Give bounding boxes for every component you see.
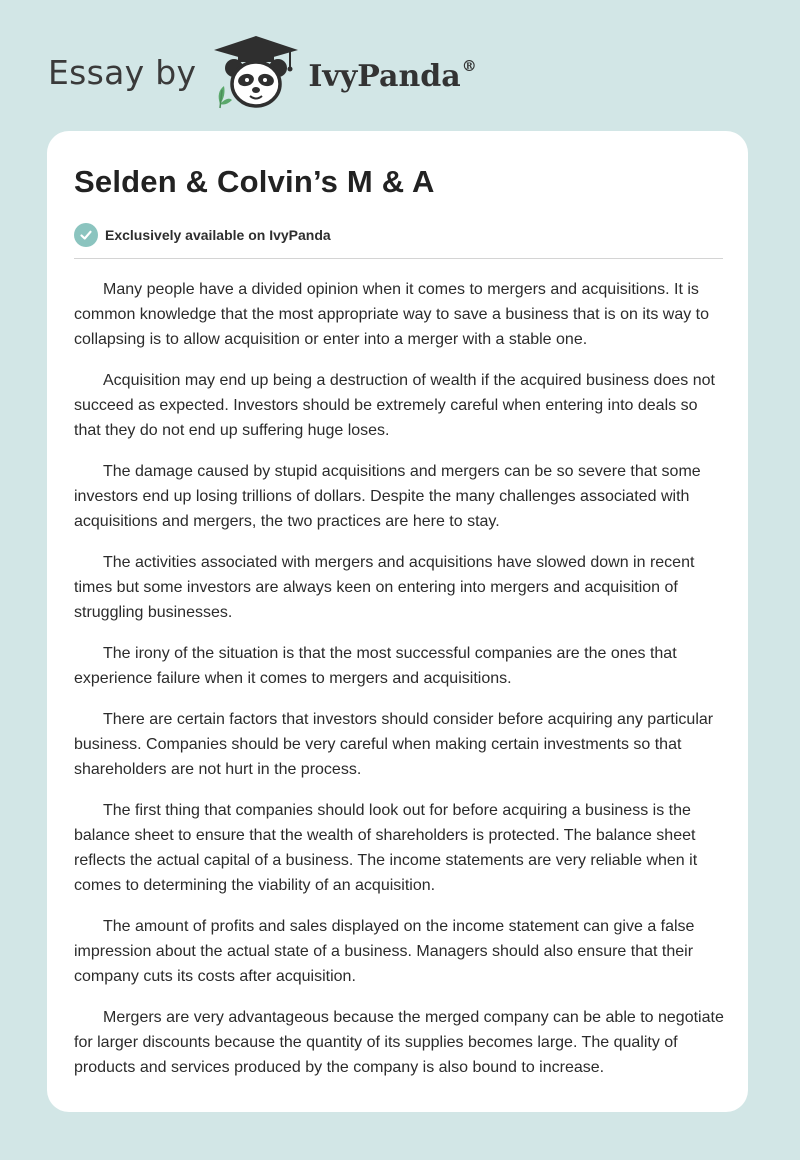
- brand-text: IvyPanda: [308, 58, 461, 94]
- paragraph: Acquisition may end up being a destruction of wealth if the acquired business does not succeed as expected. Investors should be extremely careful when entering into deals so that they do not end up suffering huge loses.: [74, 372, 715, 439]
- registered-mark: ®: [461, 56, 477, 75]
- essay-body: [74, 277, 722, 1080]
- exclusive-badge: [74, 222, 722, 248]
- paragraph: The damage caused by stupid acquisitions and mergers can be so severe that some investors end up losing trillions of dollars. Despite the many challenges associated with acquisitions and mergers, the two practices are here to stay.: [74, 463, 701, 530]
- brand-name[interactable]: [308, 56, 477, 94]
- paragraph: Mergers are very advantageous because the merged company can be able to negotiate for larger discounts because the quantity of its supplies becomes large. The quality of products and services produced by the company is also bound to increase.: [74, 1009, 724, 1076]
- paragraph: Many people have a divided opinion when it comes to mergers and acquisitions. It is common knowledge that the most appropriate way to save a business that is on its way to collapsing is to allow acquisition or enter into a merger with a stable one.: [74, 281, 709, 348]
- paragraph: The first thing that companies should look out for before acquiring a business is the balance sheet to ensure that the wealth of shareholders is protected. The balance sheet reflects the actual capital of a business. The income statements are very reliable when it comes to determining the viability of an acquisition.: [74, 802, 698, 894]
- divider: [74, 258, 723, 259]
- paragraph: The amount of profits and sales displayed on the income statement can give a false impression about the actual state of a business. Managers should also ensure that their company cuts its costs after acquisition.: [74, 918, 695, 985]
- panda-graduate-logo-icon[interactable]: [210, 34, 302, 110]
- essay-by-label: Essay by: [48, 52, 197, 92]
- paragraph: The activities associated with mergers and acquisitions have slowed down in recent times but some investors are always keen on entering into mergers and acquisition of struggling businesses.: [74, 554, 695, 621]
- exclusive-label: Exclusively available on IvyPanda: [105, 227, 331, 243]
- paragraph: The irony of the situation is that the most successful companies are the ones that experience failure when it comes to mergers and acquisitions.: [74, 645, 677, 687]
- essay-card: [47, 131, 748, 1112]
- site-header: [48, 32, 477, 112]
- page-title: Selden & Colvin’s M & A: [74, 164, 435, 199]
- paragraph: There are certain factors that investors should consider before acquiring any particular business. Companies should be very careful when making certain investments so that shareholders are not hurt in the process.: [74, 711, 714, 778]
- check-circle-icon: [74, 223, 98, 247]
